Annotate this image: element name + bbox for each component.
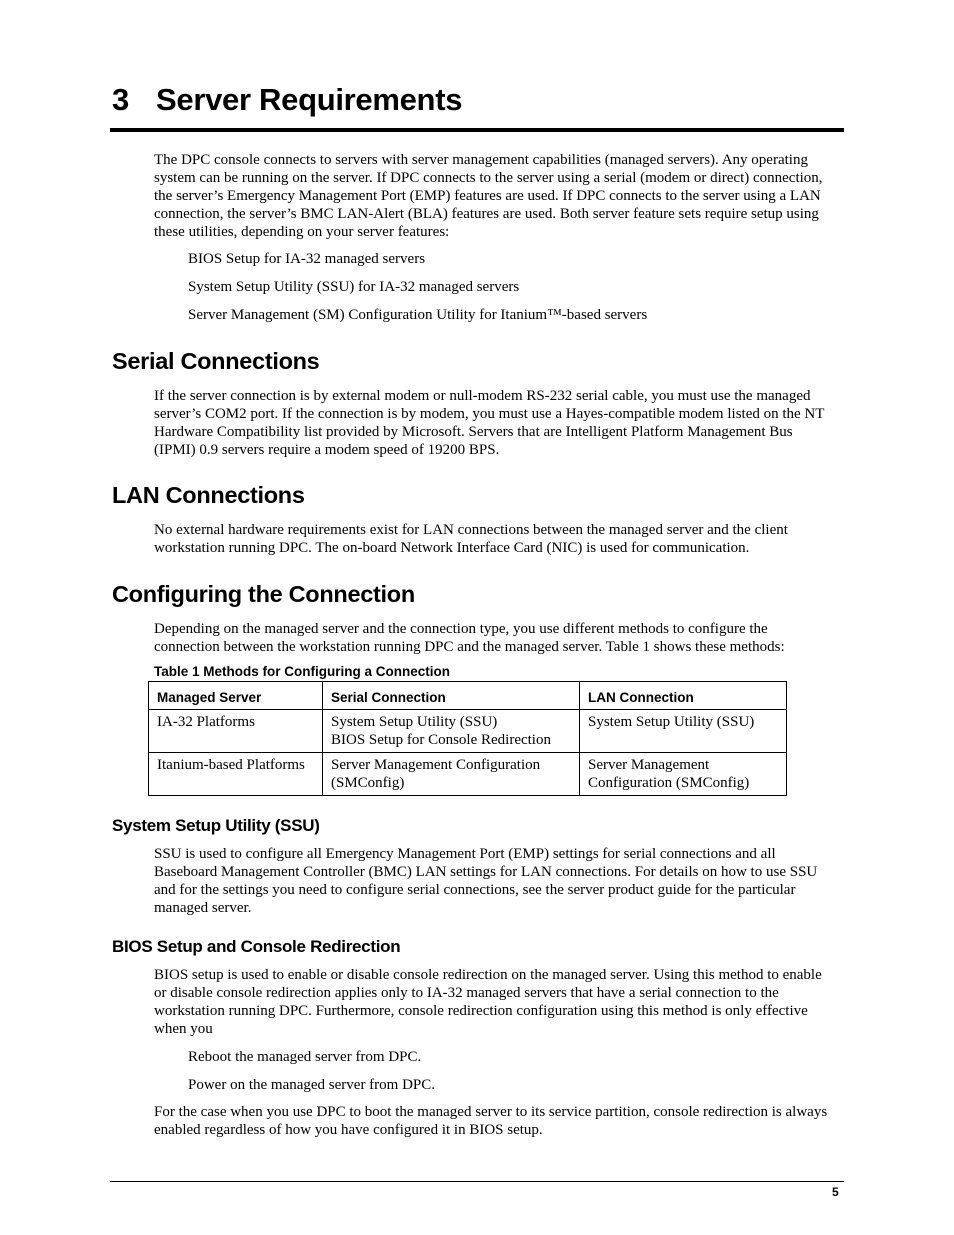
subsection-heading-ssu: System Setup Utility (SSU)	[112, 816, 320, 835]
cell-text: Server Management	[588, 757, 710, 773]
table-cell	[149, 710, 323, 753]
table-cell	[149, 753, 323, 796]
utility-item: Server Management (SM) Configuration Utility for Itanium™-based servers	[188, 307, 648, 323]
cell-text: System Setup Utility (SSU)	[331, 714, 498, 730]
subsection-heading-bios: BIOS Setup and Console Redirection	[112, 937, 401, 956]
chapter-number: 3	[112, 82, 129, 117]
cell-text: Itanium-based Platforms	[157, 757, 305, 773]
cell-text: IA-32 Platforms	[157, 714, 255, 730]
utility-item: System Setup Utility (SSU) for IA-32 managed servers	[188, 279, 520, 295]
page-number: 5	[832, 1185, 839, 1199]
table-row	[149, 710, 787, 753]
table-cell	[580, 753, 787, 796]
section-heading-serial: Serial Connections	[112, 348, 320, 374]
bios-paragraph: BIOS setup is used to enable or disable console redirection on the managed server. Using this method to enable or disable console redirection applies only to IA-32 managed servers that have a serial connection to the workstation running DPC. Furthermore, console redirection configuration using this method is only effective when you	[154, 967, 822, 1037]
cell-text: System Setup Utility (SSU)	[588, 714, 755, 730]
table-header-cell: LAN Connection	[580, 682, 787, 710]
table-cell	[580, 710, 787, 753]
table-header-row	[149, 682, 787, 710]
cell-text: Server Management Configuration	[331, 757, 541, 773]
methods-table	[148, 681, 787, 796]
chapter-title-text: Server Requirements	[156, 82, 463, 117]
table-row	[149, 753, 787, 796]
section-heading-configuring: Configuring the Connection	[112, 581, 415, 607]
table-cell	[323, 753, 580, 796]
chapter-title	[112, 82, 462, 118]
cell-text: Configuration (SMConfig)	[588, 775, 750, 791]
table-caption: Table 1 Methods for Configuring a Connection	[154, 664, 450, 679]
cell-text: (SMConfig)	[331, 775, 405, 791]
configuring-paragraph: Depending on the managed server and the connection type, you use different methods to configure the connection between the workstation running DPC and the managed server. Table 1 shows these methods:	[154, 621, 785, 655]
section-heading-lan: LAN Connections	[112, 482, 305, 508]
bios-item: Reboot the managed server from DPC.	[188, 1049, 422, 1065]
lan-paragraph: No external hardware requirements exist for LAN connections between the managed server and the client workstation running DPC. The on-board Network Interface Card (NIC) is used for communication.	[154, 522, 788, 556]
bios-closing-paragraph: For the case when you use DPC to boot the managed server to its service partition, console redirection is always enabled regardless of how you have configured it in BIOS setup.	[154, 1104, 828, 1138]
table-cell	[323, 710, 580, 753]
serial-paragraph: If the server connection is by external modem or null-modem RS-232 serial cable, you must use the managed server’s COM2 port. If the connection is by modem, you must use a Hayes-compatible modem listed on the NT Hardware Compatibility list provided by Microsoft. Servers that are Intelligent Platform Management Bus (IPMI) 0.9 servers require a modem speed of 19200 BPS.	[154, 388, 825, 458]
ssu-paragraph: SSU is used to configure all Emergency Management Port (EMP) settings for serial connections and all Baseboard Management Controller (BMC) LAN settings for LAN connections. For details on how to use SSU and for the settings you need to configure serial connections, see the server product guide for the particular managed server.	[154, 846, 818, 916]
utility-item: BIOS Setup for IA-32 managed servers	[188, 251, 426, 267]
cell-text: BIOS Setup for Console Redirection	[331, 732, 551, 748]
bios-item: Power on the managed server from DPC.	[188, 1077, 436, 1093]
chapter-intro: The DPC console connects to servers with server management capabilities (managed servers). Any operating system can be running on the server. If DPC connects to the server using a serial (modem or direct) connection, the server’s Emergency Management Port (EMP) features are used. If DPC connects to the server using a LAN connection, the server’s BMC LAN-Alert (BLA) features are used. Both server feature sets require setup using these utilities, depending on your server features:	[154, 152, 823, 240]
chapter-rule	[110, 128, 844, 132]
table-header-cell: Managed Server	[149, 682, 323, 710]
footer-rule	[110, 1181, 844, 1182]
table-header-cell: Serial Connection	[323, 682, 580, 710]
